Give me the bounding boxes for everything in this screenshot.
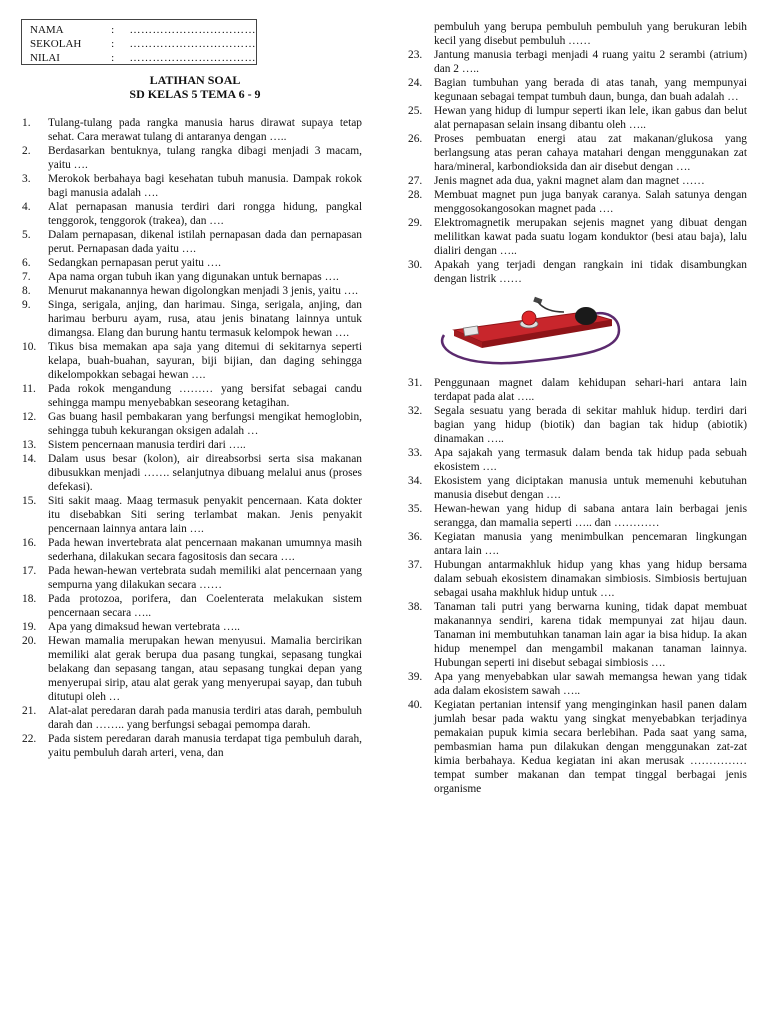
question-text: Proses pembuatan energi atau zat makanan/glukosa yang berlangsung atas peran cahaya matahari dengan menggunakan zat hara/mineral, karbondioksida dan air disebut dengan …. <box>434 133 747 173</box>
question-22-continuation: pembuluh yang berupa pembuluh pembuluh yang berukuran lebih kecil yang disebut pembuluh …… <box>434 21 747 47</box>
question-item <box>22 172 362 200</box>
question-text: Elektromagnetik merupakan sejenis magnet yang dibuat dengan melilitkan kawat pada suatu logam konduktor (besi atau baja), lalu dialiri dengan ….. <box>434 217 747 257</box>
question-item <box>22 228 362 256</box>
coil <box>575 307 597 325</box>
question-text: Sistem pencernaan manusia terdiri dari ….. <box>48 439 246 451</box>
question-text: Penggunaan magnet dalam kehidupan sehari-hari antara lain terdapat pada alat ….. <box>434 377 747 403</box>
question-item <box>22 620 362 634</box>
question-item <box>22 284 362 298</box>
question-text: Apa sajakah yang termasuk dalam benda tak hidup pada sebuah ekosistem …. <box>434 447 747 473</box>
questions-31-40 <box>408 376 747 796</box>
question-number: 35. <box>408 503 423 515</box>
question-text: Hubungan antarmakhluk hidup yang khas yang hidup bersama dalam sebuah ekosistem dinamakan simbiosis. Simbiosis bertujuan sebagai usaha makhluk hidup untuk …. <box>434 559 747 599</box>
question-item <box>408 558 747 600</box>
question-item <box>408 600 747 670</box>
question-item <box>408 670 747 698</box>
question-text: Alat pernapasan manusia terdiri dari rongga hidung, pangkal tenggorok, tenggorok (trakea), dan …. <box>48 201 362 227</box>
question-item <box>22 270 362 284</box>
question-number: 40. <box>408 699 423 711</box>
question-text: Jantung manusia terbagi menjadi 4 ruang yaitu 2 serambi (atrium) dan 2 ….. <box>434 49 747 75</box>
question-item <box>22 732 362 760</box>
question-number: 22. <box>22 733 37 745</box>
question-number: 17. <box>22 565 37 577</box>
question-number: 2. <box>22 145 31 157</box>
question-number: 10. <box>22 341 37 353</box>
question-number: 36. <box>408 531 423 543</box>
question-text: Sedangkan pernapasan perut yaitu …. <box>48 257 222 269</box>
question-item <box>408 104 747 132</box>
question-text: Alat-alat peredaran darah pada manusia terdiri atas darah, pembuluh darah dan …….. yang berfungsi sebagai pemompa darah. <box>48 705 362 731</box>
question-text: Ekosistem yang diciptakan manusia untuk memenuhi kebutuhan manusia disebut dengan …. <box>434 475 747 501</box>
questions-left-column <box>22 116 362 760</box>
question-text: Tikus bisa memakan apa saja yang ditemui di sekitarnya seperti kelapa, buah-buahan, sayuran, biji bijian, dan daging sehingga dikelompokkan sebagai hewan …. <box>48 341 362 381</box>
student-info-box <box>21 19 257 65</box>
question-number: 9. <box>22 299 31 311</box>
question-text: Apa yang menyebabkan ular sawah memangsa hewan yang tidak ada dalam ekosistem sawah ….. <box>434 671 747 697</box>
question-item <box>408 174 747 188</box>
question-item <box>408 502 747 530</box>
question-item <box>408 446 747 474</box>
question-item <box>408 76 747 104</box>
question-text: Segala sesuatu yang berada di sekitar mahluk hidup. terdiri dari bagian yang hidup (biotik) dan bagian tak hidup (abiotik) dinamakan ….. <box>434 405 747 445</box>
question-item <box>408 258 747 286</box>
question-text: Kegiatan pertanian intensif yang menginginkan hasil panen dalam jumlah besar pada waktu yang singkat menyebabkan terjadinya pemakaian pupuk kimia secara berlebihan. Pada saat yang sama, pembasmian hama pun dilakukan dengan menggunakan zat-zat kimia berbahaya. Kedua kegiatan ini akan merusak …………… tempat sumber makanan dan tempat tinggal berbagai jenis organisme <box>434 699 747 795</box>
name-blank: …………………………… <box>129 24 256 36</box>
question-text: Menurut makanannya hewan digolongkan menjadi 3 jenis, yaitu …. <box>48 285 359 297</box>
question-number: 6. <box>22 257 31 269</box>
question-number: 32. <box>408 405 423 417</box>
question-item <box>22 144 362 172</box>
question-item <box>22 704 362 732</box>
question-number: 11. <box>22 383 36 395</box>
name-row <box>30 23 256 37</box>
question-number: 28. <box>408 189 423 201</box>
score-row <box>30 51 256 65</box>
question-number: 25. <box>408 105 423 117</box>
school-row <box>30 37 256 51</box>
question-item <box>22 592 362 620</box>
electromagnet-figure <box>434 290 747 370</box>
question-item <box>22 298 362 340</box>
question-text: Pada hewan invertebrata alat pencernaan makanan umumnya masih sederhana, dilakukan secara fagositosis dan secara …. <box>48 537 362 563</box>
plug <box>533 297 542 304</box>
question-item <box>22 410 362 438</box>
question-number: 15. <box>22 495 37 507</box>
question-text: Apa yang dimaksud hewan vertebrata ….. <box>48 621 240 633</box>
school-colon: : <box>111 38 115 50</box>
question-item <box>408 48 747 76</box>
question-number: 19. <box>22 621 37 633</box>
question-item <box>408 132 747 174</box>
name-label: NAMA <box>30 24 64 36</box>
question-number: 29. <box>408 217 423 229</box>
question-number: 34. <box>408 475 423 487</box>
score-label: NILAI <box>30 52 60 64</box>
bulb <box>522 311 536 325</box>
score-colon: : <box>111 52 115 64</box>
question-number: 8. <box>22 285 31 297</box>
question-item <box>22 564 362 592</box>
page-title: LATIHAN SOAL <box>149 73 241 87</box>
school-blank: …………………………… <box>129 38 256 50</box>
question-text: Pada rokok mengandung ……… yang bersifat sebagai candu sehingga mampu menyebabkan seseorang ketagihan. <box>48 383 362 409</box>
question-text: Membuat magnet pun juga banyak caranya. Salah satunya dengan menggosokangosokan magnet pada …. <box>434 189 747 215</box>
question-text: Kegiatan manusia yang menimbulkan pencemaran lingkungan antara lain …. <box>434 531 747 557</box>
question-item <box>22 382 362 410</box>
question-number: 38. <box>408 601 423 613</box>
question-text: Pada protozoa, porifera, dan Coelenterata melakukan sistem pencernaan secara ….. <box>48 593 362 619</box>
question-number: 37. <box>408 559 423 571</box>
question-number: 3. <box>22 173 31 185</box>
question-text: Hewan-hewan yang hidup di sabana antara lain berbagai jenis serangga, dan mamalia seperti ….. dan ………… <box>434 503 747 529</box>
question-item <box>22 340 362 382</box>
question-number: 14. <box>22 453 37 465</box>
question-number: 16. <box>22 537 37 549</box>
question-item <box>22 536 362 564</box>
question-number: 26. <box>408 133 423 145</box>
question-item <box>22 494 362 536</box>
school-label: SEKOLAH <box>30 38 82 50</box>
questions-23-30 <box>408 48 747 286</box>
question-text: Hewan mamalia merupakan hewan menyusui. Mamalia bercirikan memiliki alat gerak berupa dua pasang tungkai, sepasang tungkai belakang dan sepasang tangan, atau sepasang tungkai depan yang menyerupai sirip, atau alat gerak yang menyerupai sayap, dan tubuh ditutupi oleh … <box>48 635 362 703</box>
question-number: 1. <box>22 117 31 129</box>
question-text: Pada sistem peredaran darah manusia terdapat tiga pembuluh darah, yaitu pembuluh darah arteri, vena, dan <box>48 733 362 759</box>
question-item <box>408 474 747 502</box>
question-number: 39. <box>408 671 423 683</box>
question-text: Tanaman tali putri yang berwarna kuning, tidak dapat membuat makanannya sendiri, karena tidak mempunyai zat hijau daun. Tanaman ini membutuhkan tanaman lain agar ia bisa hidup. Ia akan hidup menempel dan mengambil makanan tanaman lainnya. Hubungan seperti ini disebut sebagai simbiosis …. <box>434 601 747 669</box>
question-number: 23. <box>408 49 423 61</box>
switch <box>463 326 478 336</box>
question-text: Dalam pernapasan, dikenal istilah pernapasan dada dan pernapasan perut. Pernapasan dada yaitu …. <box>48 229 362 255</box>
question-item <box>22 452 362 494</box>
question-item <box>408 404 747 446</box>
question-item <box>22 116 362 144</box>
name-colon: : <box>111 24 115 36</box>
questions-right-column <box>408 20 747 796</box>
page-subtitle: SD KELAS 5 TEMA 6 - 9 <box>129 87 261 101</box>
question-text: Apakah yang terjadi dengan rangkain ini tidak disambungkan dengan listrik …… <box>434 259 747 285</box>
question-item <box>408 698 747 796</box>
question-number: 27. <box>408 175 423 187</box>
question-text: Siti sakit maag. Maag termasuk penyakit pencernaan. Kata dokter itu disebabkan Siti sering terlambat makan. Jenis penyakit pencernaan lainnya antara lain …. <box>48 495 362 535</box>
question-number: 12. <box>22 411 37 423</box>
question-text: Singa, serigala, anjing, dan harimau. Singa, serigala, anjing, dan harimau berburu ayam, rusa, atau jenis binatang lainnya untuk dimangsa. Elang dan burung hantu termasuk kelompok hewan …. <box>48 299 362 339</box>
question-number: 24. <box>408 77 423 89</box>
question-text: Berdasarkan bentuknya, tulang rangka dibagi menjadi 3 macam, yaitu …. <box>48 145 362 171</box>
question-number: 13. <box>22 439 37 451</box>
question-text: Tulang-tulang pada rangka manusia harus dirawat supaya tetap sehat. Cara merawat tulang di antaranya dengan ….. <box>48 117 362 143</box>
question-number: 21. <box>22 705 37 717</box>
question-item <box>408 216 747 258</box>
question-item <box>408 376 747 404</box>
question-text: Jenis magnet ada dua, yakni magnet alam dan magnet …… <box>434 175 705 187</box>
score-blank: …………………………… <box>129 52 256 64</box>
question-item <box>22 634 362 704</box>
question-number: 18. <box>22 593 37 605</box>
question-item <box>22 200 362 228</box>
question-number: 31. <box>408 377 423 389</box>
electromagnet-circuit-illustration <box>434 290 634 370</box>
question-number: 20. <box>22 635 37 647</box>
question-text: Hewan yang hidup di lumpur seperti ikan lele, ikan gabus dan belut alat pernapasan selain insang dibantu oleh ….. <box>434 105 747 131</box>
question-text: Dalam usus besar (kolon), air direabsorbsi serta sisa makanan dibusukkan menjadi ……. selanjutnya dibuang melalui anus (proses defekasi). <box>48 453 362 493</box>
question-item <box>408 188 747 216</box>
question-text: Gas buang hasil pembakaran yang berfungsi mengikat hemoglobin, sehingga tubuh kekurangan oksigen adalah … <box>48 411 362 437</box>
question-text: Apa nama organ tubuh ikan yang digunakan untuk bernapas …. <box>48 271 339 283</box>
question-number: 7. <box>22 271 31 283</box>
question-item <box>22 256 362 270</box>
question-number: 5. <box>22 229 31 241</box>
question-number: 33. <box>408 447 423 459</box>
question-text: Bagian tumbuhan yang berada di atas tanah, yang mempunyai kegunaan sebagai tempat tumbuh daun, bunga, dan buah adalah … <box>434 77 747 103</box>
question-item <box>22 438 362 452</box>
question-text: Pada hewan-hewan vertebrata sudah memiliki alat pencernaan yang sempurna yang dilakukan secara …… <box>48 565 362 591</box>
cord <box>538 302 564 312</box>
question-text: Merokok berbahaya bagi kesehatan tubuh manusia. Dampak rokok bagi manusia adalah …. <box>48 173 362 199</box>
question-item <box>408 530 747 558</box>
question-number: 30. <box>408 259 423 271</box>
question-number: 4. <box>22 201 31 213</box>
